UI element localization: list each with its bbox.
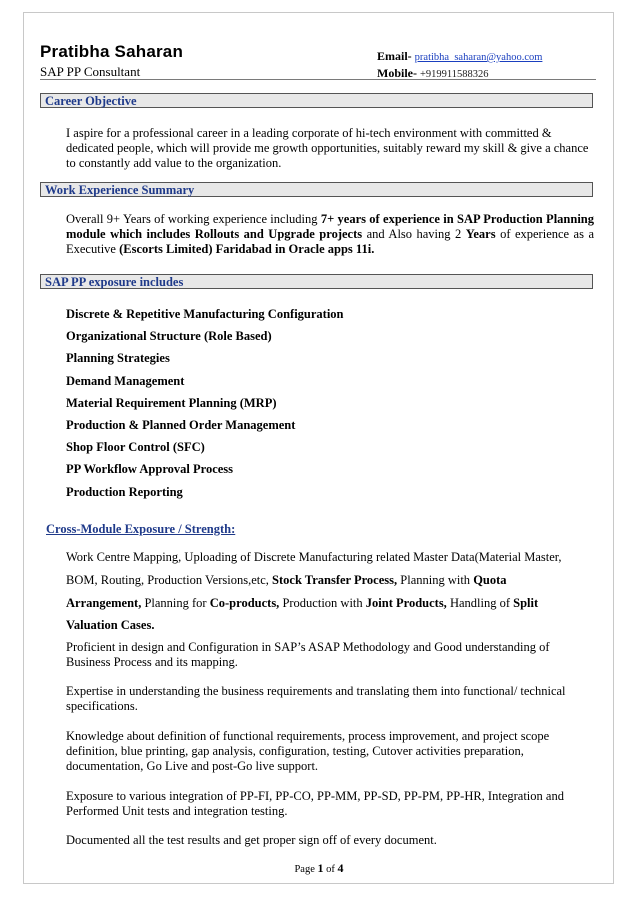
section-sap-pp-exposure: SAP PP exposure includes: [40, 274, 593, 289]
list-item: Shop Floor Control (SFC): [66, 440, 205, 454]
header-divider: [40, 79, 596, 80]
bold-run: Arrangement,: [66, 596, 142, 610]
list-item: Organizational Structure (Role Based): [66, 329, 272, 343]
cross-module-paragraph: Exposure to various integration of PP-FI, PP-CO, PP-MM, PP-SD, PP-PM, PP-HR, Integration and Performed Unit tests and integration testing.: [66, 789, 564, 818]
text-run: Planning with: [397, 573, 474, 587]
email-label: Email-: [377, 49, 412, 63]
cross-module-paragraph: Proficient in design and Configuration in SAP’s ASAP Methodology and Good understanding of Business Process and its mapping.: [66, 640, 550, 669]
work-summary-part: and Also having 2: [362, 227, 466, 241]
cross-module-line-2: [66, 573, 594, 588]
mobile-label: Mobile-: [377, 66, 417, 80]
section-career-objective: Career Objective: [40, 93, 593, 108]
work-summary-bold: Years: [465, 227, 496, 241]
text-run: Handling of: [446, 596, 514, 610]
page-number: 1: [317, 861, 324, 875]
work-summary-bold: (Escorts Limited) Faridabad in Oracle apps 11i.: [119, 242, 375, 256]
list-item: PP Workflow Approval Process: [66, 462, 234, 476]
list-item: Demand Management: [66, 374, 185, 388]
page-total: 4: [337, 861, 344, 875]
cross-module-line-3: [66, 596, 594, 611]
text-run: Planning for: [141, 596, 210, 610]
candidate-role: SAP PP Consultant: [40, 64, 141, 79]
section-work-experience: Work Experience Summary: [40, 182, 593, 197]
email-line: [377, 49, 542, 64]
work-summary-part: Overall 9+ Years of working experience including: [66, 212, 321, 226]
bold-run: Stock Transfer Process,: [272, 573, 398, 587]
list-item: Discrete & Repetitive Manufacturing Configuration: [66, 307, 344, 321]
cross-module-paragraph: Knowledge about definition of functional requirements, process improvement, and project scope definition, blue printing, gap analysis, configuration, testing, Cutover activities preparation, documentation, Go Live and post-Go live support.: [66, 729, 550, 773]
list-item: Production Reporting: [66, 485, 183, 499]
bold-run: Split: [513, 596, 539, 610]
cross-module-paragraph: Expertise in understanding the business requirements and translating them into functional/ technical specifications.: [66, 684, 566, 713]
cross-module-line-4: Valuation Cases.: [66, 618, 155, 632]
mobile-value: +919911588326: [420, 69, 489, 80]
work-summary-part: of experience as a Executive: [66, 227, 594, 256]
email-link[interactable]: pratibha_saharan@yahoo.com: [414, 52, 543, 63]
list-item: Material Requirement Planning (MRP): [66, 396, 277, 410]
candidate-name: Pratibha Saharan: [40, 42, 184, 61]
cross-module-line-1: Work Centre Mapping, Uploading of Discrete Manufacturing related Master Data(Material Master,: [66, 550, 562, 564]
career-objective-text: I aspire for a professional career in a leading corporate of hi-tech environment with committed & dedicated people, which will provide me growth opportunities, suitably reward my skill & give a chance to constantly add value to the organization.: [66, 126, 589, 170]
text-run: BOM, Routing, Production Versions,etc,: [66, 573, 273, 587]
page-footer: [0, 861, 638, 876]
list-item: Production & Planned Order Management: [66, 418, 296, 432]
bold-run: Quota: [473, 573, 507, 587]
of-word: of: [326, 864, 335, 875]
text-run: Production with: [279, 596, 366, 610]
bold-run: Co-products,: [209, 596, 280, 610]
bold-run: Joint Products,: [365, 596, 447, 610]
work-summary-bold: 7+ years of experience in SAP Production Planning module which includes Rollouts and Upgrade projects: [66, 212, 594, 241]
page-word: Page: [294, 864, 315, 875]
section-cross-module: Cross-Module Exposure / Strength:: [46, 522, 236, 536]
cross-module-paragraph: Documented all the test results and get proper sign off of every document.: [66, 833, 437, 847]
list-item: Planning Strategies: [66, 351, 170, 365]
work-summary-text: [66, 212, 594, 257]
